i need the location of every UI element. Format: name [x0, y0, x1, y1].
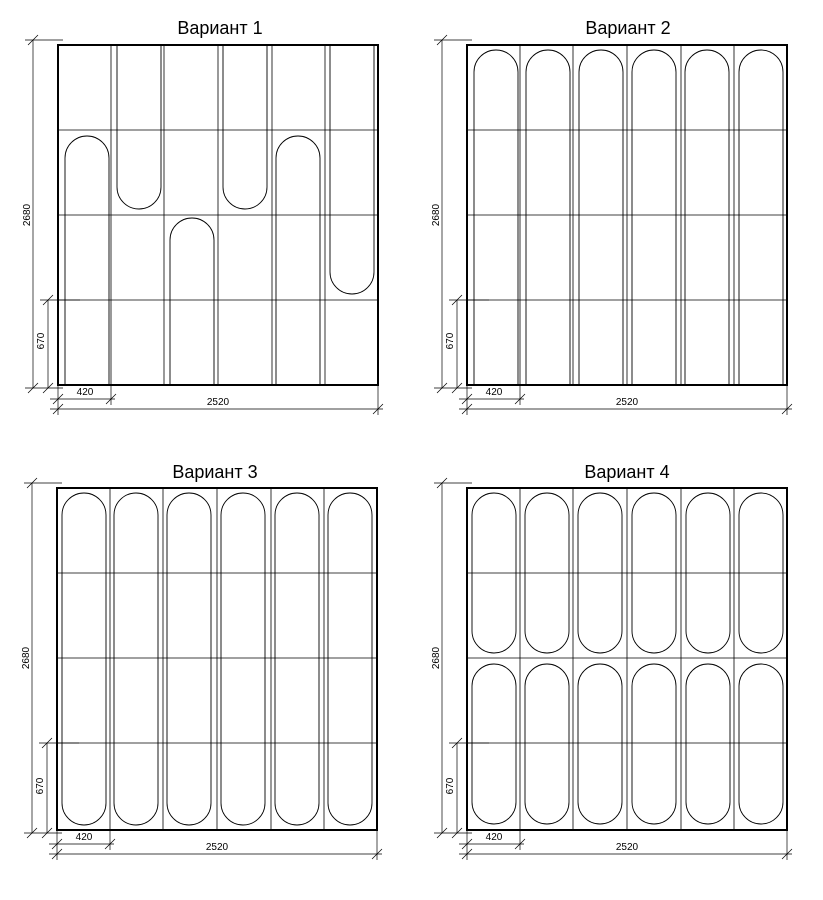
variant-2-height-dim: 2680: [431, 203, 442, 227]
variant-1-width-dim: 2520: [206, 397, 230, 408]
variant-3-module-width-dim: 420: [75, 832, 93, 843]
variant-1-dimensions: [22, 35, 383, 415]
variant-1-module-width-dim: 420: [76, 387, 94, 398]
variant-3-title: Вариант 3: [172, 462, 258, 482]
variant-4-title: Вариант 4: [584, 462, 670, 482]
variant-3-width-dim: 2520: [205, 842, 229, 853]
variant-3-panel: [21, 462, 382, 860]
variant-2-dimensions: [431, 35, 792, 415]
variant-2-module-height-dim: 670: [445, 332, 456, 350]
variant-2-width-dim: 2520: [615, 397, 639, 408]
variant-4-module-height-dim: 670: [445, 777, 456, 795]
variant-3-module-height-dim: 670: [35, 777, 46, 795]
variant-2-panel: [431, 18, 792, 415]
variant-1-module-height-dim: 670: [36, 332, 47, 350]
variant-4-height-dim: 2680: [431, 646, 442, 670]
variant-4-dimensions: [431, 478, 792, 860]
variant-1-panel: [22, 18, 383, 415]
variant-1-height-dim: 2680: [22, 203, 33, 227]
variant-2-module-width-dim: 420: [485, 387, 503, 398]
variant-3-height-dim: 2680: [21, 646, 32, 670]
variant-1-title: Вариант 1: [177, 18, 263, 38]
variant-4-pill-lamellas-lower: [472, 664, 783, 824]
variant-4-width-dim: 2520: [615, 842, 639, 853]
variant-4-panel: [431, 462, 792, 860]
variant-4-module-width-dim: 420: [485, 832, 503, 843]
variant-2-title: Вариант 2: [585, 18, 671, 38]
variant-3-grid: [57, 488, 377, 830]
